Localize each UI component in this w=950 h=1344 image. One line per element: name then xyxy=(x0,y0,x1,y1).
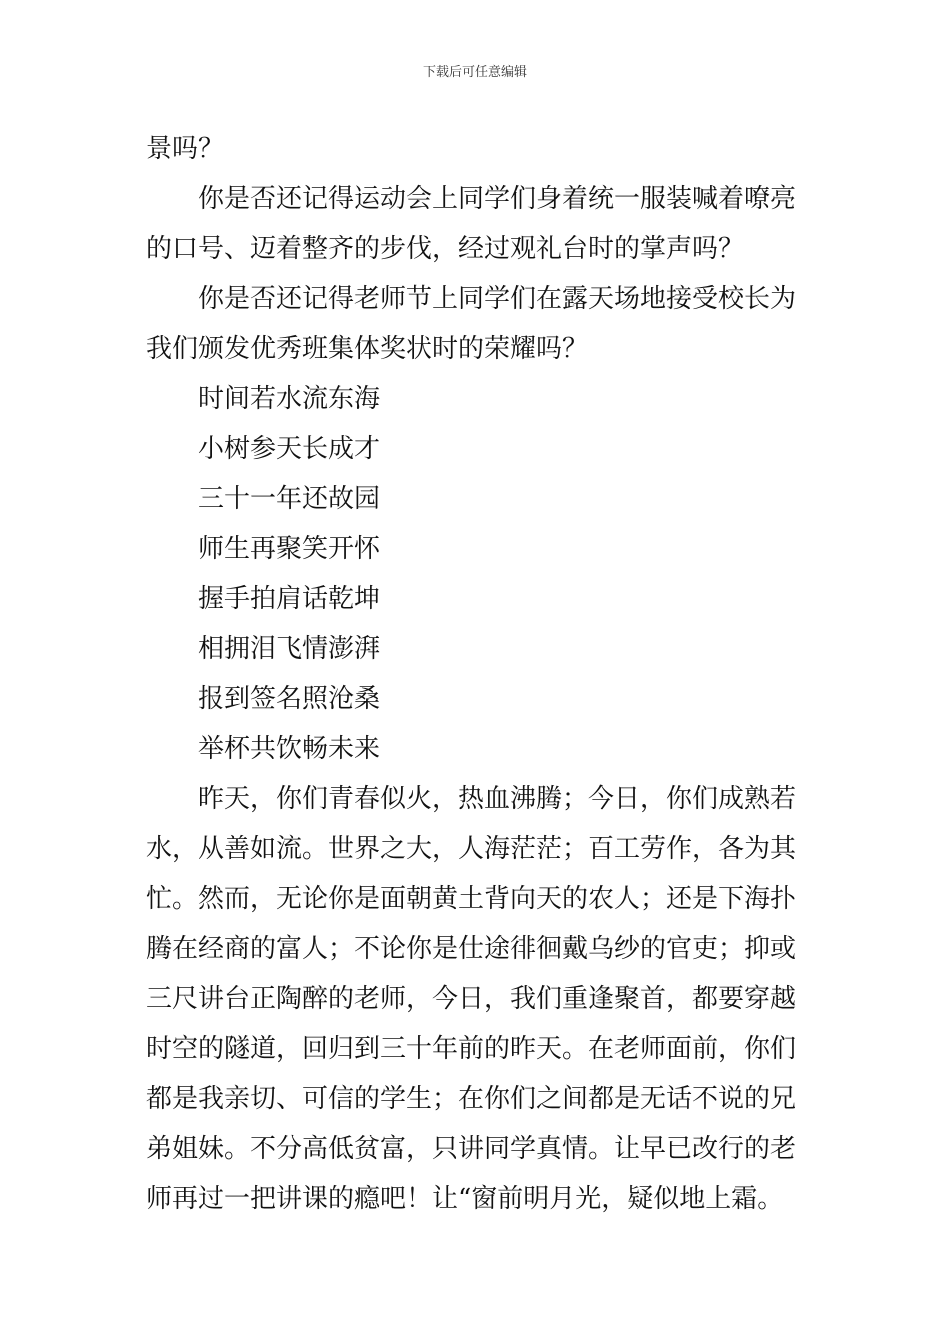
text-line: 你是否还记得老师节上同学们在露天场地接受校长为 xyxy=(198,284,797,314)
text-line: 水，从善如流。世界之大，人海茫茫；百工劳作，各为其 xyxy=(146,834,797,864)
page-header-note: 下载后可任意编辑 xyxy=(422,65,527,80)
poem-line: 时间若水流东海 xyxy=(198,384,381,414)
poem-line: 握手拍肩话乾坤 xyxy=(198,584,381,614)
text-line: 腾在经商的富人；不论你是仕途徘徊戴乌纱的官吏；抑或 xyxy=(146,934,797,964)
text-line: 的口号、迈着整齐的步伐，经过观礼台时的掌声吗？ xyxy=(146,234,745,264)
text-line: 昨天，你们青春似火，热血沸腾；今日，你们成熟若 xyxy=(198,784,797,814)
poem-line: 举杯共饮畅未来 xyxy=(198,734,381,764)
text-line: 三尺讲台正陶醉的老师，今日，我们重逢聚首，都要穿越 xyxy=(146,984,797,1014)
text-line: 景吗？ xyxy=(146,134,225,164)
poem-line: 相拥泪飞情澎湃 xyxy=(198,634,381,664)
poem-line: 师生再聚笑开怀 xyxy=(198,534,381,564)
text-line: 都是我亲切、可信的学生；在你们之间都是无话不说的兄 xyxy=(146,1084,797,1114)
poem-line: 报到签名照沧桑 xyxy=(198,684,381,714)
poem-line: 小树参天长成才 xyxy=(198,434,381,464)
text-line: 师再过一把讲课的瘾吧！让“窗前明月光，疑似地上霜。 xyxy=(146,1184,784,1214)
text-line: 你是否还记得运动会上同学们身着统一服装喊着嘹亮 xyxy=(198,184,797,214)
poem-line: 三十一年还故园 xyxy=(198,484,381,514)
text-line: 弟姐妹。不分高低贫富，只讲同学真情。让早已改行的老 xyxy=(146,1134,797,1164)
text-line: 我们颁发优秀班集体奖状时的荣耀吗？ xyxy=(146,334,589,364)
document-body xyxy=(146,124,810,1224)
text-line: 时空的隧道，回归到三十年前的昨天。在老师面前，你们 xyxy=(146,1034,797,1064)
text-line: 忙。然而，无论你是面朝黄土背向天的农人；还是下海扑 xyxy=(146,884,797,914)
